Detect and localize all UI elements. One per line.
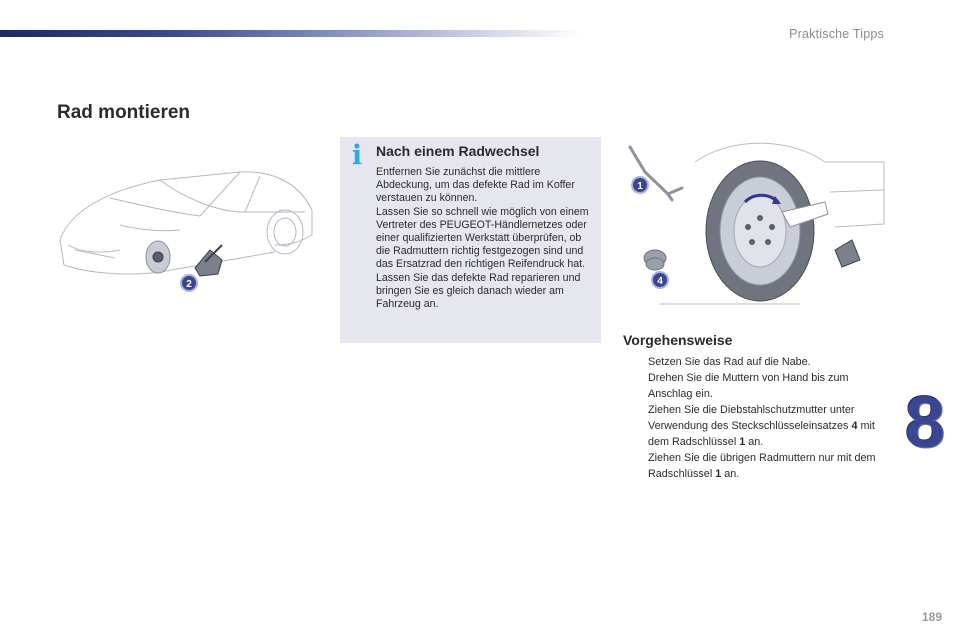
procedure-step: Ziehen Sie die übrigen Radmuttern nur mit dem Radschlüssel 1 an. [648,452,876,480]
procedure-step: Setzen Sie das Rad auf die Nabe. [648,356,811,368]
step-ref-1: 1 [739,436,746,448]
callout-4-icon [652,272,668,288]
procedure-title: Vorgehensweise [623,332,733,348]
info-icon: i [351,140,363,171]
procedure-step: Ziehen Sie die Diebstahlschutzmutter unter Verwendung des Steckschlüsseleinsatzes 4 mit dem Radschlüssel 1 an. [648,404,875,448]
page-number: 189 [921,610,942,624]
svg-text:1: 1 [637,181,643,192]
page-title: Rad montieren [57,102,191,123]
callout-1-icon [632,177,648,193]
step-ref-1: 1 [715,468,722,480]
wheel-illustration [620,132,886,312]
info-box-text: Entfernen Sie zunächst die mittlere Abdeckung, um das defekte Rad im Koffer verstauen zu können. Lassen Sie so schnell wie möglich von einem Vertreter des PEUGEOT-Händlernetzes oder einer qualifizierten Werkstatt überprüfen, ob die Radmuttern richtig festgezogen sind und das Ersatzrad den richtigen Reifendruck hat. Lassen Sie das defekte Rad reparieren und bringen Sie es gleich danach wieder am Fahrzeug an. [376,166,589,311]
procedure-steps [623,354,893,482]
info-box-title: Nach einem Radwechsel [376,143,540,159]
procedure-step: Drehen Sie die Muttern von Hand bis zum Anschlag ein. [648,372,849,400]
header-gradient-bar [0,30,580,37]
car-illustration [50,150,320,310]
svg-text:2: 2 [186,279,192,290]
callout-2-icon [181,275,197,291]
info-box [340,137,601,343]
section-label: Praktische Tipps [789,27,884,41]
chapter-number: 8 [904,383,946,463]
svg-text:4: 4 [657,276,663,287]
step-ref-4: 4 [851,420,858,432]
